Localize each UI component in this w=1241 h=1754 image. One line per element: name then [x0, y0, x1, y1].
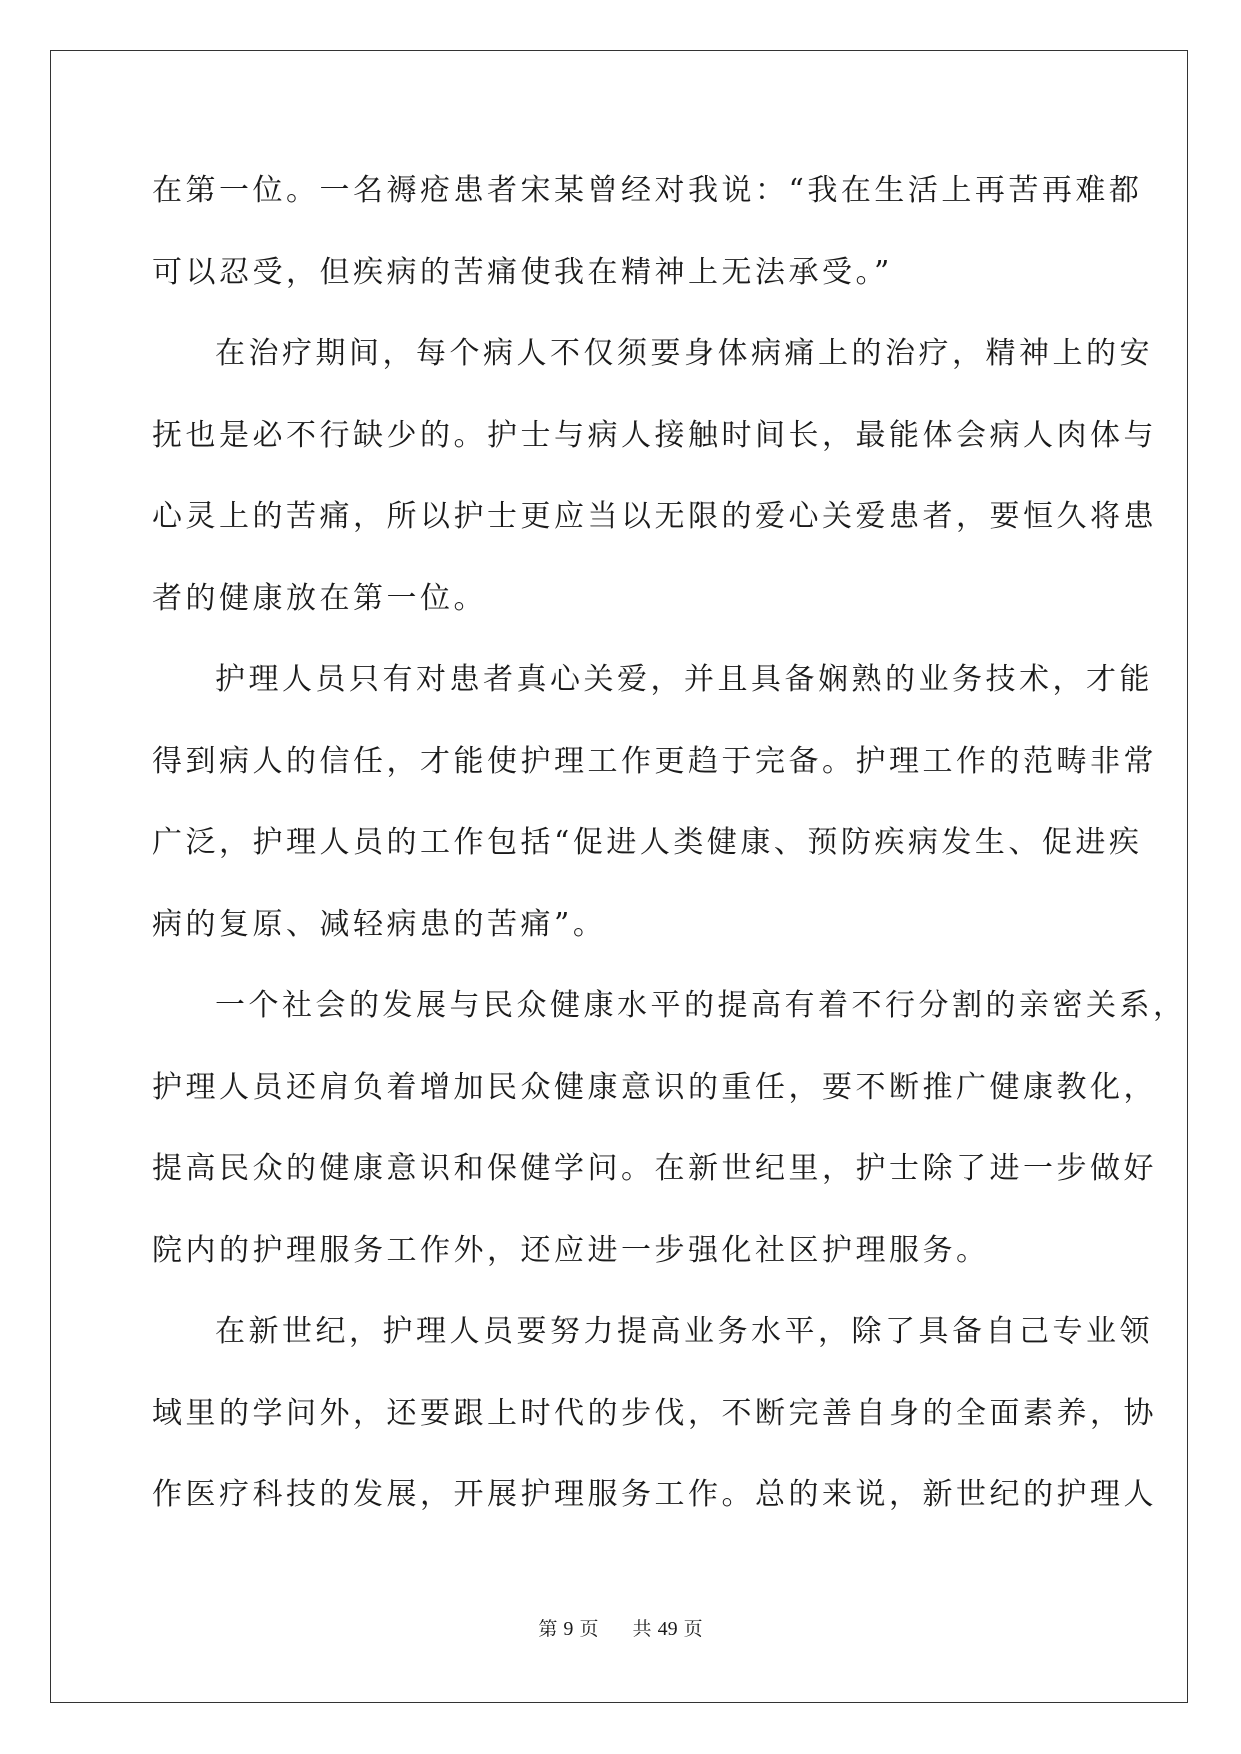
- page-prefix: 第: [538, 1618, 558, 1640]
- text-line-10: 病的复原、减轻病患的苦痛”。: [152, 906, 607, 942]
- page-suffix: 页: [579, 1618, 599, 1640]
- document-body: [152, 161, 1187, 1547]
- text-line-2: 可以忍受，但疾病的苦痛使我在精神上无法承受。”: [152, 254, 893, 290]
- total-prefix: 共: [632, 1618, 652, 1640]
- page-footer: [0, 1614, 1241, 1644]
- total-suffix: 页: [683, 1618, 703, 1640]
- text-line-9: 广泛，护理人员的工作包括“促进人类健康、预防疾病发生、促进疾: [152, 825, 1143, 860]
- text-line-16: 域里的学问外，还要跟上时代的步伐，不断完善自身的全面素养，协: [152, 1395, 1157, 1431]
- text-line-12: 护理人员还肩负着增加民众健康意识的重任，要不断推广健康教化，: [152, 1069, 1157, 1105]
- text-line-6: 者的健康放在第一位。: [152, 580, 487, 616]
- text-line-11: 一个社会的发展与民众健康水平的提高有着不行分割的亲密关系，: [215, 988, 1187, 1023]
- text-line-5: 心灵上的苦痛，所以护士更应当以无限的爱心关爱患者，要恒久将患: [152, 499, 1157, 534]
- text-line-3: 在治疗期间，每个病人不仅须要身体病痛上的治疗，精神上的安: [215, 336, 1153, 371]
- text-line-15: 在新世纪，护理人员要努力提高业务水平，除了具备自己专业领: [215, 1314, 1153, 1349]
- text-line-7: 护理人员只有对患者真心关爱，并且具备娴熟的业务技术，才能: [215, 662, 1153, 697]
- total-pages: 49: [657, 1618, 678, 1640]
- text-line-4: 抚也是必不行缺少的。护士与病人接触时间长，最能体会病人肉体与: [152, 417, 1157, 453]
- text-line-8: 得到病人的信任，才能使护理工作更趋于完备。护理工作的范畴非常: [152, 743, 1157, 779]
- text-line-1: 在第一位。一名褥疮患者宋某曾经对我说：“我在生活上再苦再难都: [152, 173, 1143, 208]
- page-number: 9: [563, 1618, 574, 1640]
- text-line-17: 作医疗科技的发展，开展护理服务工作。总的来说，新世纪的护理人: [152, 1477, 1157, 1512]
- text-line-13: 提高民众的健康意识和保健学问。在新世纪里，护士除了进一步做好: [152, 1151, 1157, 1186]
- text-line-14: 院内的护理服务工作外，还应进一步强化社区护理服务。: [152, 1232, 990, 1268]
